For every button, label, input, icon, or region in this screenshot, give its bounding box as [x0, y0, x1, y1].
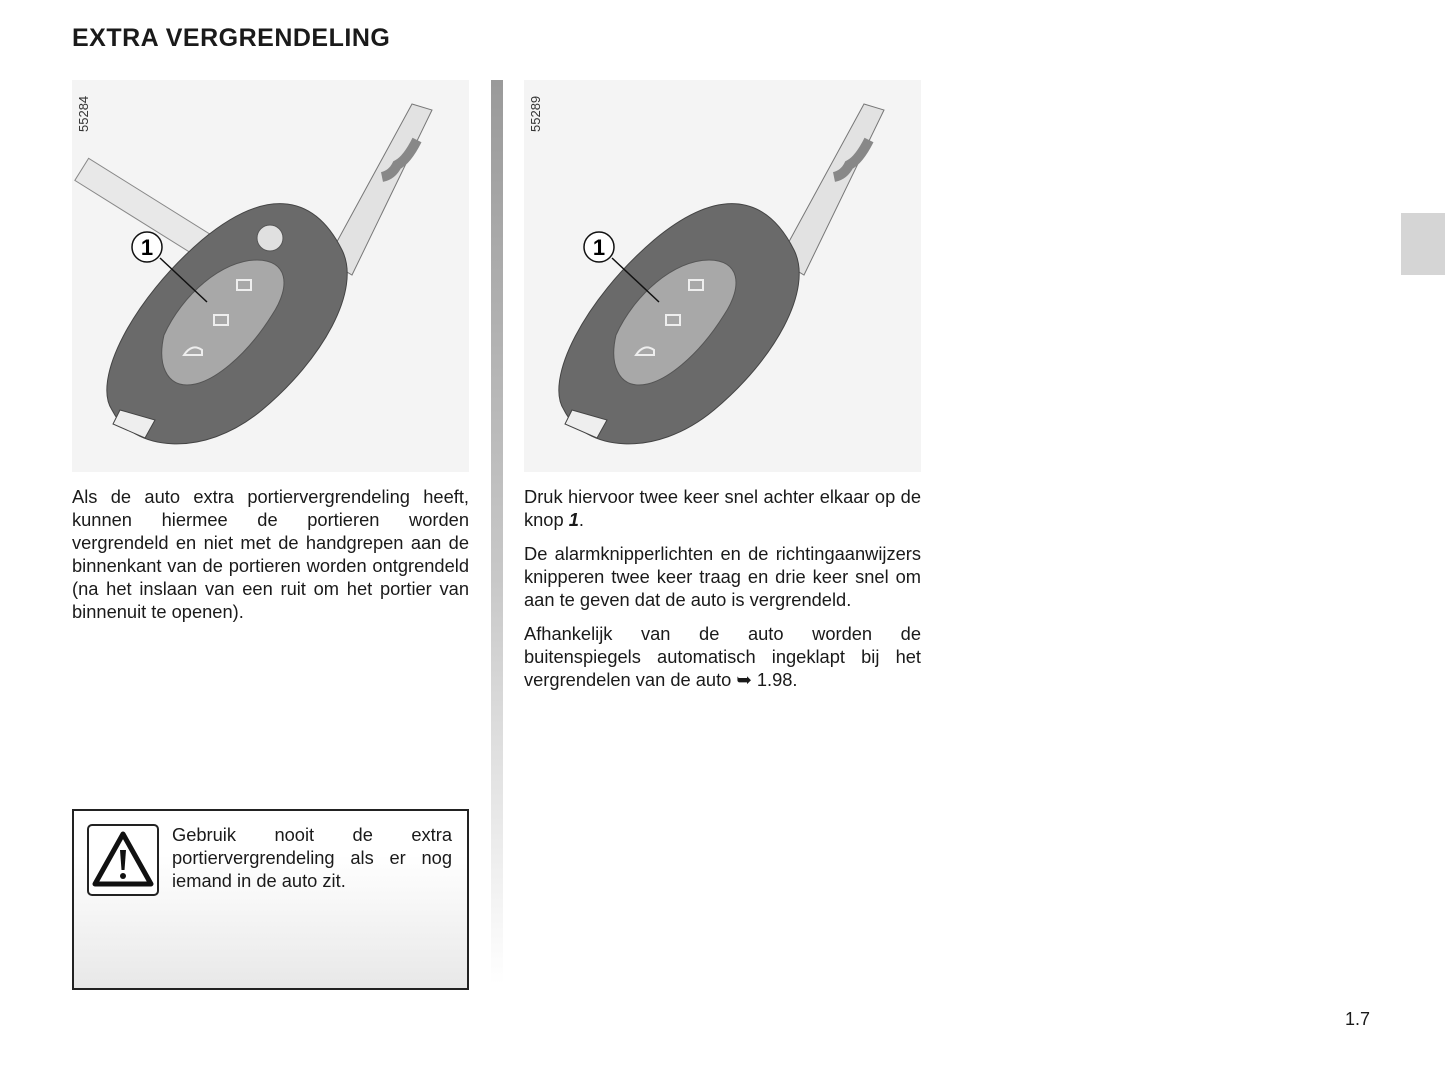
warning-text: Gebruik nooit de extra portiervergrendeling als er nog iemand in de auto zit.: [172, 824, 452, 891]
left-column-text: [72, 485, 469, 634]
instruction-text: Druk hiervoor twee keer snel achter elkaar op de knop: [524, 486, 921, 530]
mirrors-paragraph: [524, 622, 921, 691]
page-number: 1.7: [1345, 1009, 1371, 1029]
punctuation: .: [578, 509, 584, 530]
key-fob-image: [524, 80, 921, 472]
chapter-tab: [1401, 213, 1445, 275]
column-divider: [491, 80, 503, 985]
button-reference: 1: [568, 509, 579, 530]
figure-number: 55289: [528, 95, 543, 132]
callout-number: 1: [140, 235, 154, 260]
warning-box: [72, 809, 469, 990]
figure-number: 55284: [76, 95, 91, 132]
warning-triangle-icon: [87, 824, 159, 896]
key-illustration-2: [524, 80, 921, 472]
key-illustration-1: [72, 80, 469, 472]
indicator-paragraph: De alarmknipperlichten en de richtingaanwijzers knipperen twee keer traag en drie keer snel om aan te geven dat de auto is vergrendeld.: [524, 543, 921, 610]
key-fob-image: [72, 80, 469, 472]
arrow-icon: ➥: [736, 669, 752, 690]
intro-paragraph: Als de auto extra portiervergrendeling heeft, kunnen hiermee de portieren worden vergrendeld en niet met de handgrepen aan de binnenkant van de portieren worden ontgrendeld (na het inslaan van een ruit om het portier van binnenuit te openen).: [72, 486, 469, 622]
page-title: EXTRA VERGRENDELING: [72, 24, 391, 52]
right-column-text: [524, 485, 921, 702]
instruction-paragraph: [524, 485, 921, 531]
mirrors-text: Afhankelijk van de auto worden de buitenspiegels automatisch ingeklapt bij het vergrendelen van de auto: [524, 623, 921, 690]
page-reference-link[interactable]: 1.98.: [751, 669, 798, 690]
callout-number: 1: [592, 235, 606, 260]
